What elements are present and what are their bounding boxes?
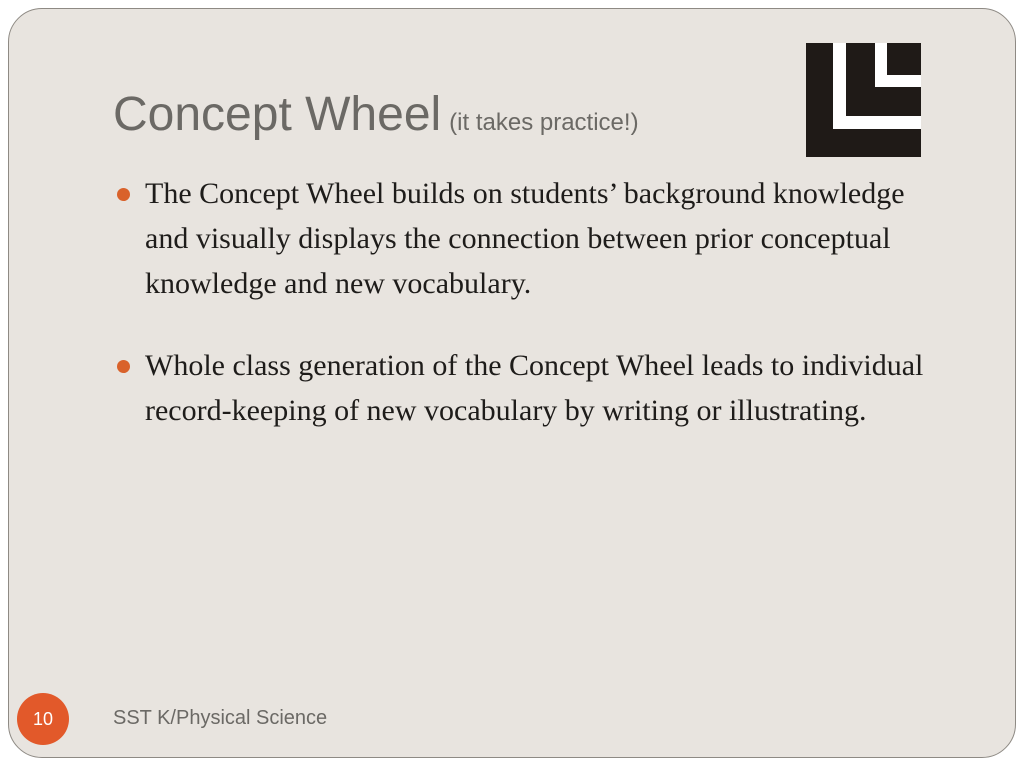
footer-text: SST K/Physical Science	[113, 707, 328, 729]
bullet-item	[113, 343, 933, 433]
slide-title	[113, 87, 639, 142]
slide-title-main: Concept Wheel	[113, 88, 442, 141]
slide	[8, 8, 1016, 758]
bullet-list	[113, 171, 933, 470]
bullet-text: Whole class generation of the Concept Wheel leads to individual record-keeping of new vocabulary by writing or illustrating.	[145, 349, 924, 427]
bullet-dot-icon	[117, 360, 130, 373]
corner-squares-logo-icon	[806, 43, 921, 157]
page-number-badge: 10	[17, 693, 69, 745]
bullet-dot-icon	[117, 188, 130, 201]
slide-title-note: (it takes practice!)	[449, 109, 639, 136]
bullet-text: The Concept Wheel builds on students’ background knowledge and visually displays the connection between prior conceptual knowledge and new vocabulary.	[145, 177, 905, 300]
bullet-item	[113, 171, 933, 306]
